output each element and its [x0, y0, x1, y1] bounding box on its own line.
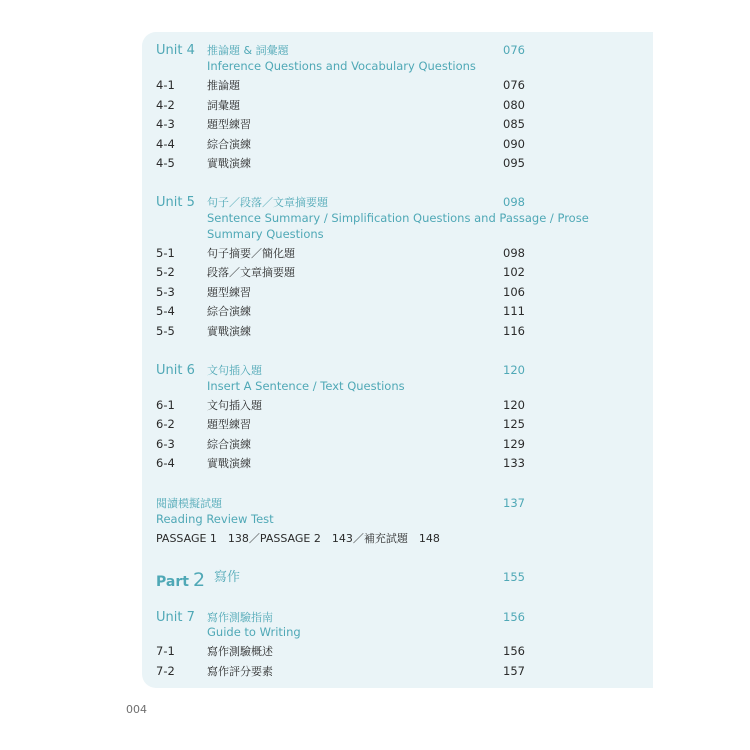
item-6-1-page: 120 — [503, 398, 525, 412]
item-4-3-number: 4-3 — [156, 117, 175, 131]
item-6-2-page: 125 — [503, 417, 525, 431]
unit-5-english-title-line-2: Summary Questions — [207, 227, 324, 241]
unit-6-page: 120 — [503, 363, 525, 377]
item-6-3-number: 6-3 — [156, 437, 175, 451]
item-4-4-page: 090 — [503, 137, 525, 151]
item-6-3-page: 129 — [503, 437, 525, 451]
item-7-2-title: 寫作評分要素 — [207, 665, 273, 678]
item-6-4-number: 6-4 — [156, 456, 175, 470]
part-number: 2 — [192, 569, 206, 591]
item-5-1-page: 098 — [503, 246, 525, 260]
part-title: 寫作 — [214, 570, 241, 585]
item-5-4-number: 5-4 — [156, 304, 175, 318]
part-page: 155 — [503, 570, 525, 584]
item-6-3-title: 綜合演練 — [207, 438, 251, 451]
part-word: Part — [156, 574, 189, 590]
item-5-2-number: 5-2 — [156, 265, 175, 279]
item-5-2-title: 段落／文章摘要題 — [207, 266, 295, 279]
unit-5-page: 098 — [503, 195, 525, 209]
unit-6-title: 文句插入題 — [207, 364, 262, 377]
item-4-3-page: 085 — [503, 117, 525, 131]
item-5-5-title: 實戰演練 — [207, 325, 251, 338]
item-4-5-title: 實戰演練 — [207, 157, 251, 170]
unit-4-label: Unit 4 — [156, 43, 195, 58]
item-4-4-number: 4-4 — [156, 137, 175, 151]
toc-panel — [142, 32, 653, 688]
unit-7-title: 寫作測驗指南 — [207, 611, 273, 624]
unit-6-label: Unit 6 — [156, 363, 195, 378]
item-5-4-page: 111 — [503, 304, 525, 318]
item-5-3-page: 106 — [503, 285, 525, 299]
unit-5-title: 句子／段落／文章摘要題 — [207, 196, 328, 209]
unit-7-page: 156 — [503, 610, 525, 624]
item-7-1-title: 寫作測驗概述 — [207, 645, 273, 658]
item-7-1-page: 156 — [503, 644, 525, 658]
item-4-2-title: 詞彙題 — [207, 99, 240, 112]
unit-7-english-title: Guide to Writing — [207, 625, 301, 639]
review-english-title: Reading Review Test — [156, 512, 274, 526]
item-7-2-page: 157 — [503, 664, 525, 678]
unit-4-title: 推論題 & 詞彙題 — [207, 44, 289, 57]
item-7-2-number: 7-2 — [156, 664, 175, 678]
item-5-2-page: 102 — [503, 265, 525, 279]
item-4-1-page: 076 — [503, 78, 525, 92]
unit-4-page: 076 — [503, 43, 525, 57]
page-folio: 004 — [126, 703, 147, 716]
item-5-5-page: 116 — [503, 324, 525, 338]
item-5-3-number: 5-3 — [156, 285, 175, 299]
item-6-1-number: 6-1 — [156, 398, 175, 412]
item-4-2-page: 080 — [503, 98, 525, 112]
item-6-4-title: 實戰演練 — [207, 457, 251, 470]
unit-7-label: Unit 7 — [156, 610, 195, 625]
item-5-5-number: 5-5 — [156, 324, 175, 338]
item-6-2-number: 6-2 — [156, 417, 175, 431]
item-4-3-title: 題型練習 — [207, 118, 251, 131]
part-label — [156, 571, 205, 590]
item-6-2-title: 題型練習 — [207, 418, 251, 431]
unit-5-english-title-line-1: Sentence Summary / Simplification Questions and Passage / Prose — [207, 211, 589, 225]
unit-6-english-title: Insert A Sentence / Text Questions — [207, 379, 405, 393]
item-4-5-page: 095 — [503, 156, 525, 170]
unit-5-label: Unit 5 — [156, 195, 195, 210]
item-5-4-title: 綜合演練 — [207, 305, 251, 318]
item-5-1-title: 句子摘要／簡化題 — [207, 247, 295, 260]
item-5-1-number: 5-1 — [156, 246, 175, 260]
item-4-2-number: 4-2 — [156, 98, 175, 112]
item-7-1-number: 7-1 — [156, 644, 175, 658]
item-4-5-number: 4-5 — [156, 156, 175, 170]
unit-4-english-title: Inference Questions and Vocabulary Questions — [207, 59, 476, 73]
item-4-1-number: 4-1 — [156, 78, 175, 92]
review-title: 閱讀模擬試題 — [156, 497, 222, 510]
review-page: 137 — [503, 496, 525, 510]
review-passages-line: PASSAGE 1 138／PASSAGE 2 143／補充試題 148 — [156, 532, 440, 545]
item-5-3-title: 題型練習 — [207, 286, 251, 299]
item-4-4-title: 綜合演練 — [207, 138, 251, 151]
item-4-1-title: 推論題 — [207, 79, 240, 92]
item-6-1-title: 文句插入題 — [207, 399, 262, 412]
item-6-4-page: 133 — [503, 456, 525, 470]
